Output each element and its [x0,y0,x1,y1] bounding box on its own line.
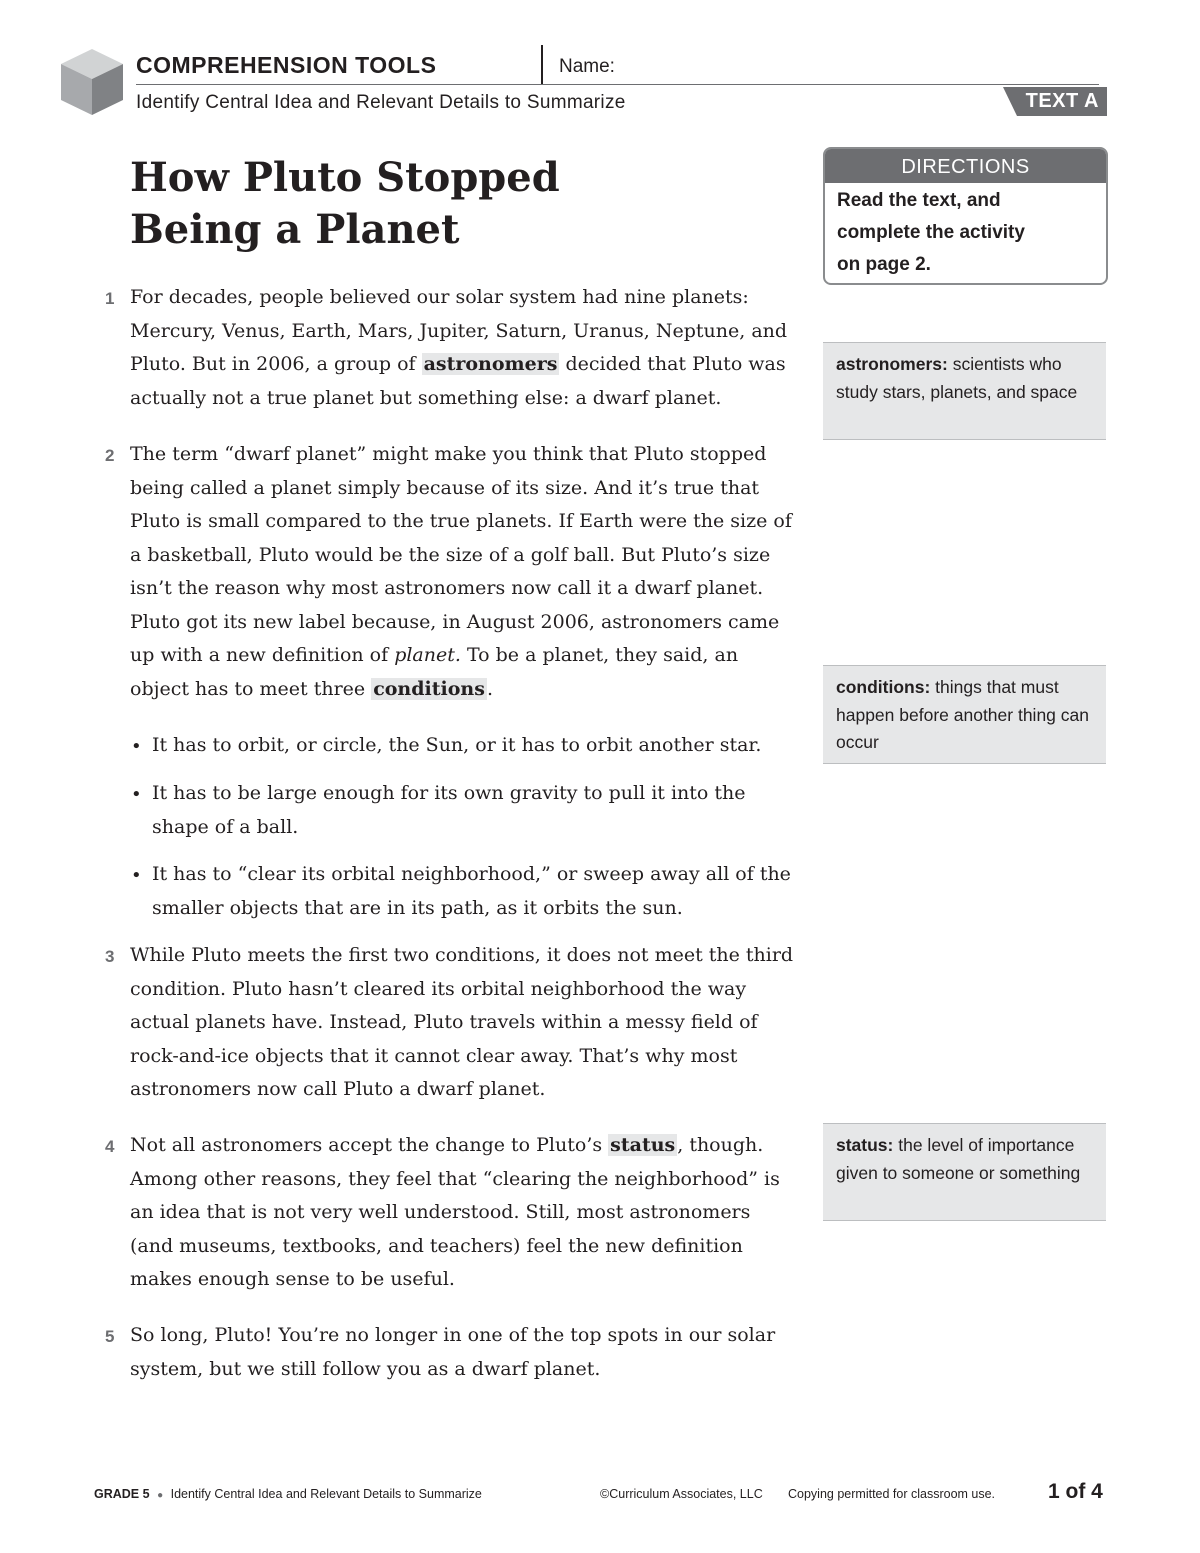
paragraph-1: For decades, people believed our solar system had nine planets: Mercury, Venus, Earth, Mars, Jupiter, Saturn, Uranus, Neptune, and Pluto. But in 2006, a group of astronomers decided that Pluto was actually not a true planet but something else: a dwarf planet. [130,286,788,409]
directions-box [823,147,1108,285]
footer-permission: Copying permitted for classroom use. [788,1487,996,1501]
worksheet-subtitle: Identify Central Idea and Relevant Details to Summarize [136,92,626,113]
footer-bullet-icon: ● [157,1490,164,1501]
glossary-box [823,1123,1106,1221]
glossary-term: astronomers: [836,354,948,374]
text-tag-label: TEXT A [1025,90,1099,112]
paragraph-number: 2 [105,446,115,465]
bullet-icon: • [131,865,142,886]
paragraph-number: 3 [105,947,115,966]
glossary-term: conditions: [836,677,931,697]
paragraph-4: Not all astronomers accept the change to Pluto’s status , though. Among other reasons, they feel that “clearing the neighborhood” is an idea that is not very well understood. Still, most astronomers (and museums, textbooks, and teachers) feel the new definition makes enough sense to be useful. [130,1134,780,1290]
directions-line: Read the text, and [837,190,1001,211]
page-number: 1 of 4 [1048,1480,1103,1503]
glossary-box [823,342,1106,440]
footer-skill: Identify Central Idea and Relevant Details to Summarize [170,1487,482,1501]
glossary-definition: scientists who study stars, planets, and space [836,354,1078,402]
bullet-icon: • [131,736,142,757]
paragraph-number: 5 [105,1327,115,1346]
list-item: It has to “clear its orbital neighborhood,” or sweep away all of the smaller objects that are in its path, as it orbits the sun. [152,863,791,919]
title-line-1: How Pluto Stopped [130,154,560,201]
paragraph-3: While Pluto meets the first two conditions, it does not meet the third condition. Pluto hasn’t cleared its orbital neighborhood the way actual planets have. Instead, Pluto travels within a messy field of rock-and-ice objects that it cannot clear away. That’s why most astronomers now call Pluto a dwarf planet. [130,944,794,1100]
glossary-term: status: [836,1135,894,1155]
directions-line: complete the activity [837,222,1025,243]
glossary-box [823,665,1106,764]
header-divider [541,45,543,85]
vocab-term: conditions [373,677,485,700]
footer-grade [94,1487,482,1501]
paragraph-number: 4 [105,1137,115,1156]
text-tag [1003,87,1107,116]
list-item: It has to orbit, or circle, the Sun, or it has to orbit another star. [152,734,762,756]
paragraph-5: So long, Pluto! You’re no longer in one of the top spots in our solar system, but we still follow you as a dwarf planet. [130,1324,776,1380]
list-item: It has to be large enough for its own gravity to pull it into the shape of a ball. [152,782,746,838]
paragraph-number: 1 [105,289,115,308]
vocab-term: astronomers [423,353,558,375]
glossary-definition: the level of importance given to someone or something [836,1135,1081,1183]
section-label: COMPREHENSION TOOLS [136,52,437,78]
directions-heading: DIRECTIONS [825,149,1106,183]
bullet-icon: • [131,784,142,805]
directions-text [825,183,1106,281]
cube-logo-icon [60,47,125,117]
name-field-label: Name: [559,56,615,77]
vocab-term: status [610,1134,676,1156]
glossary-definition: things that must happen before another thing can occur [836,677,1089,752]
title-line-2: Being a Planet [130,206,460,253]
directions-line: on page 2. [837,254,931,275]
page-title [130,152,560,256]
name-line [136,84,1099,85]
grade-label: GRADE 5 [94,1487,150,1501]
paragraph-2: The term “dwarf planet” might make you think that Pluto stopped being called a planet simply because of its size. And it’s true that Pluto is small compared to the true planets. If Earth were the size of a basketball, Pluto would be the size of a golf ball. But Pluto’s size isn’t the reason why most astronomers now call it a dwarf planet. Pluto got its new label because, in August 2006, astronomers came up with a new definition of planet. To be a planet, they said, an object has to meet three conditions . [130,443,792,700]
footer-copyright: ©Curriculum Associates, LLC [600,1487,763,1501]
